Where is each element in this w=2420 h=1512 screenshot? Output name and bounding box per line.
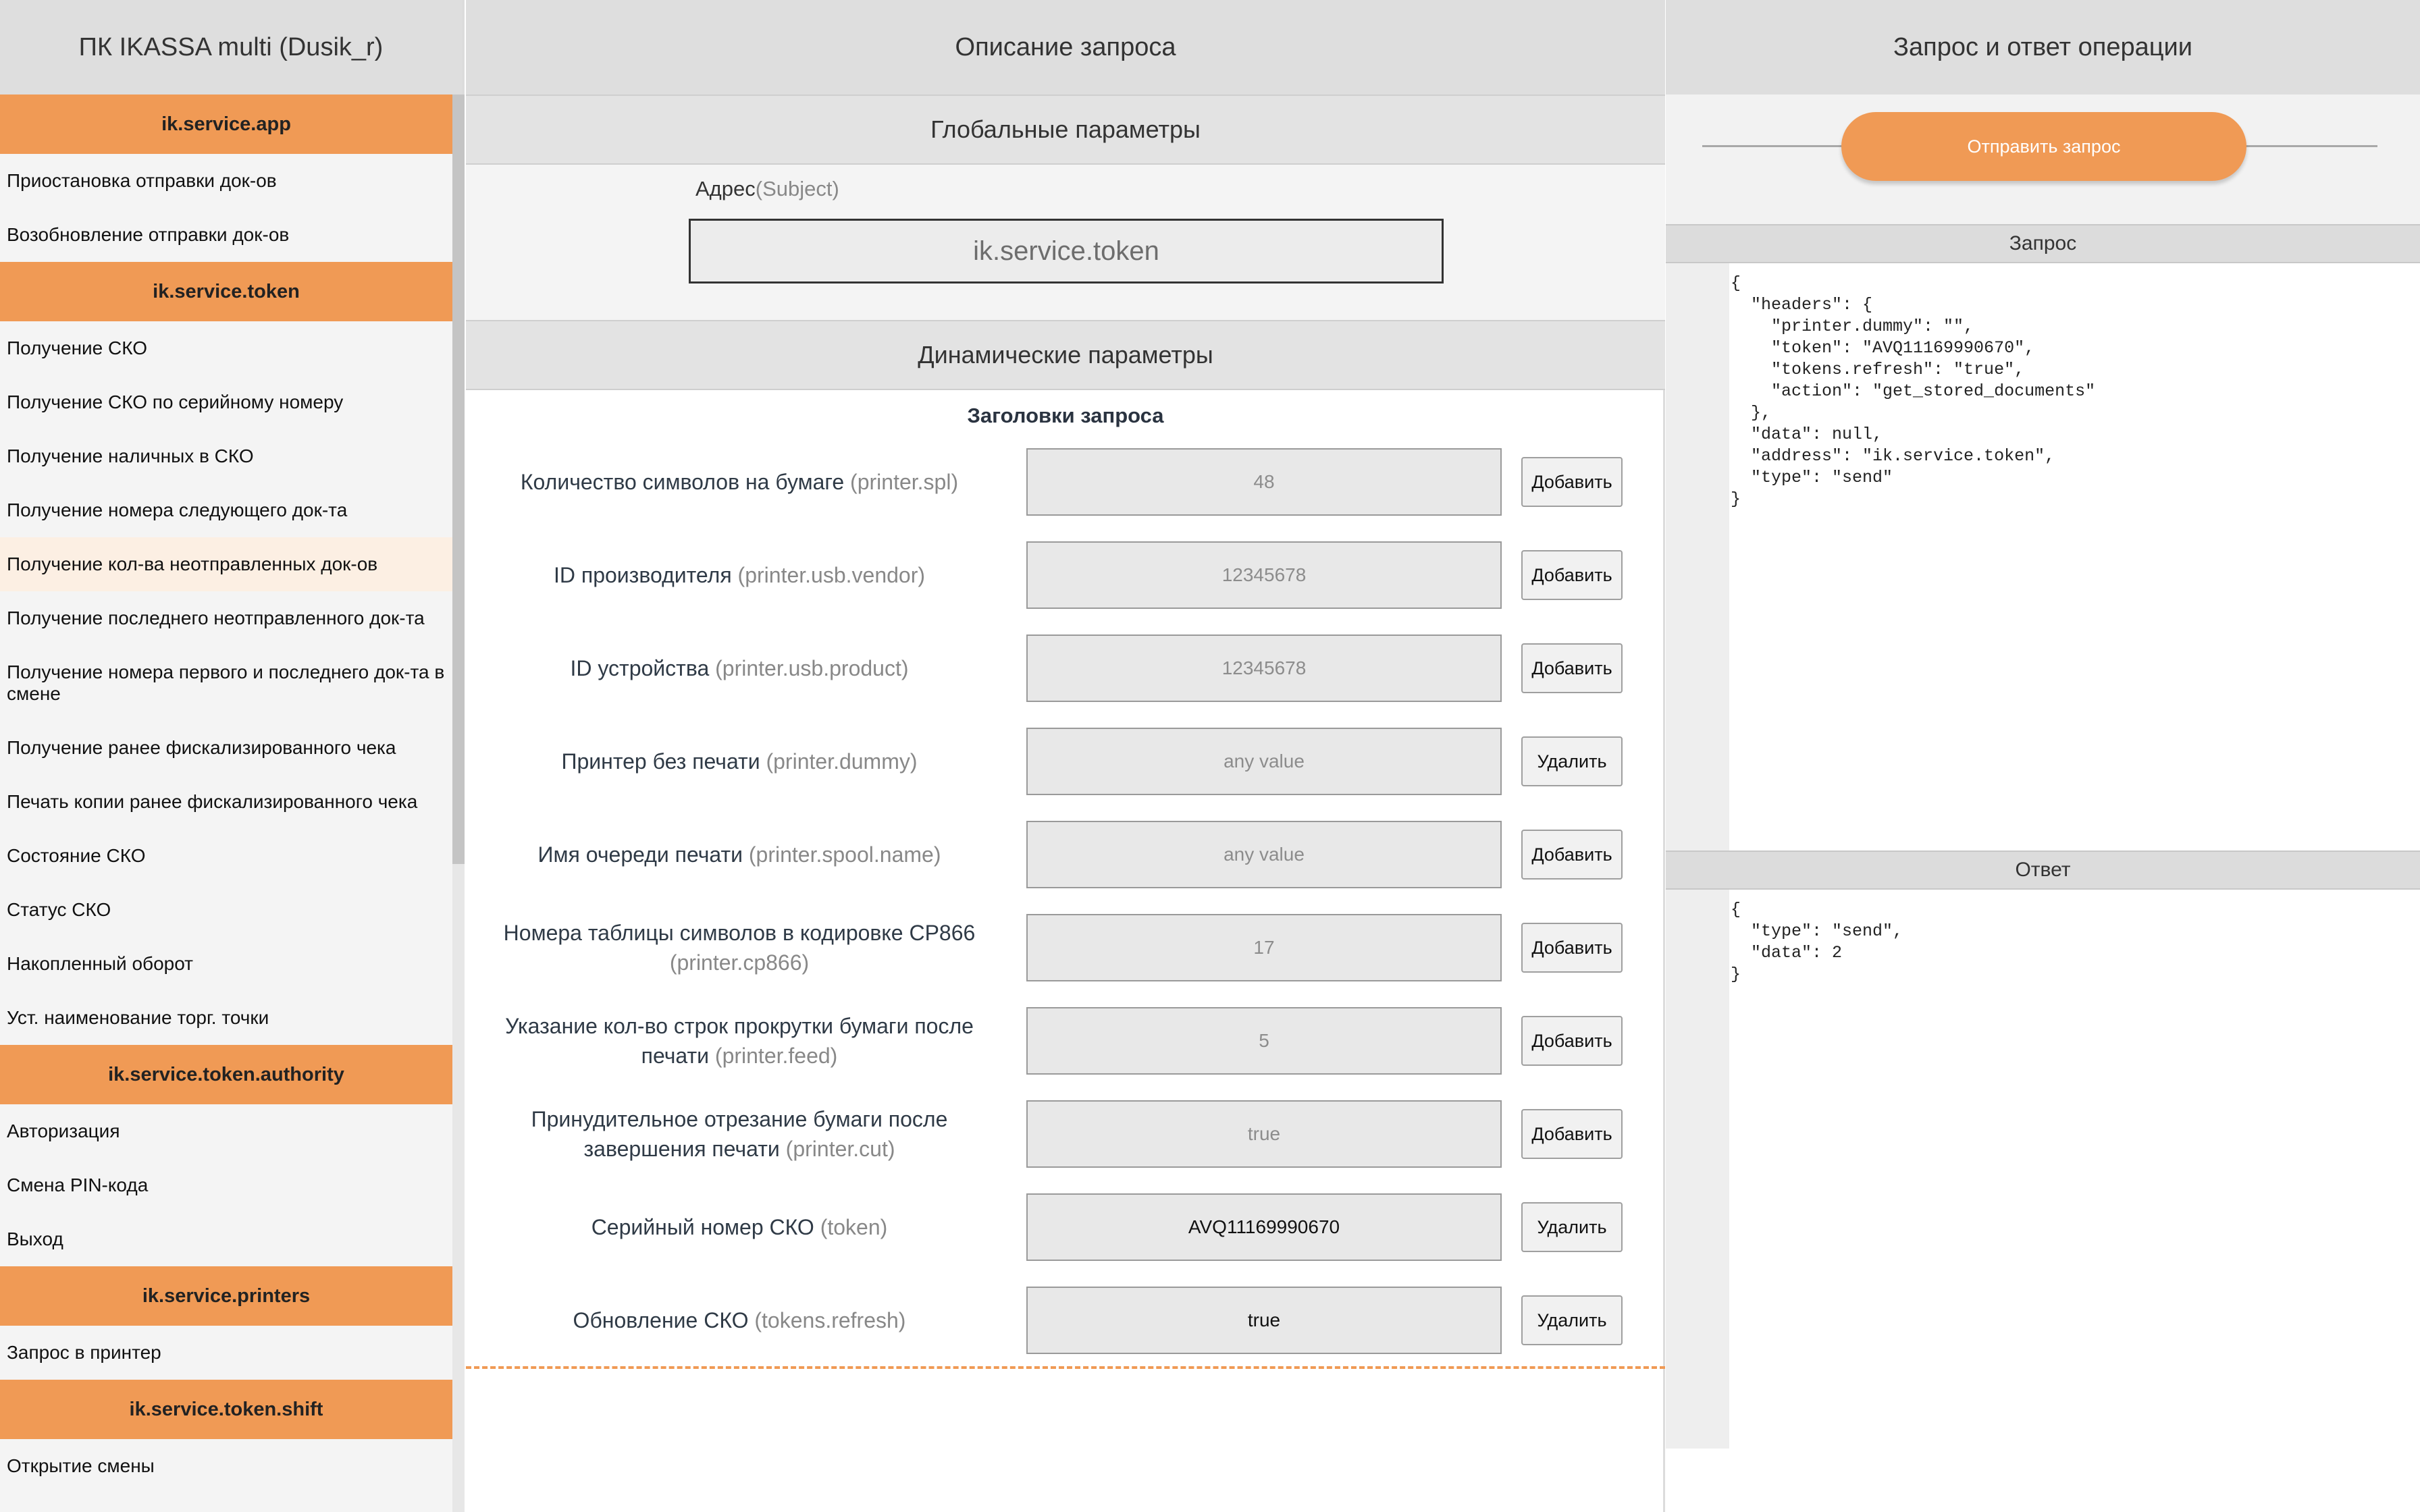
param-row [466,541,1665,609]
param-label-wrap [493,918,986,977]
param-key: (printer.usb.vendor) [737,563,926,587]
global-params-header: Глобальные параметры [466,94,1665,165]
send-request-button[interactable]: Отправить запрос [1841,112,2246,181]
param-label-wrap [591,1212,888,1242]
sidebar-item[interactable]: Получение номера первого и последнего док-та в смене [7,662,445,704]
sidebar-item[interactable]: Получение СКО по серийному номеру [7,392,344,412]
param-label [493,1100,986,1168]
sidebar-list [0,94,452,1493]
add-param-button[interactable]: Добавить [1521,1016,1623,1066]
add-param-button[interactable]: Добавить [1521,923,1623,973]
sidebar-item[interactable]: Получение кол-ва неотправленных док-ов [0,537,452,591]
param-row [466,1287,1665,1354]
param-key: (printer.spool.name) [748,842,941,867]
add-param-button[interactable]: Добавить [1521,830,1623,880]
param-label-wrap [493,1104,986,1164]
add-param-button[interactable]: Добавить [1521,550,1623,600]
sidebar-item[interactable]: Запрос в принтер [7,1342,161,1363]
response-code-area [1666,890,2420,1449]
param-label-wrap [573,1305,906,1335]
param-row [466,821,1665,888]
sidebar-item[interactable]: Печать копии ранее фискализированного чека [7,791,418,812]
param-row [466,1100,1665,1168]
sidebar-item[interactable]: Получение ранее фискализированного чека [7,737,396,758]
sidebar-group-header: ik.service.app [0,94,452,154]
sidebar-item[interactable]: Возобновление отправки док-ов [7,224,290,245]
param-value-input[interactable]: true [1026,1100,1502,1168]
request-gutter [1666,263,1729,850]
global-params-section [466,165,1665,321]
param-key: (printer.cp866) [669,950,810,975]
param-label [493,448,986,516]
param-key: (printer.dummy) [766,749,918,774]
response-header: Ответ [1666,850,2420,890]
param-label [493,634,986,702]
sidebar-group-header: ik.service.token [0,262,452,321]
sidebar-item[interactable]: Авторизация [7,1120,120,1141]
param-label-wrap [561,747,917,776]
param-value-input[interactable]: 5 [1026,1007,1502,1075]
sidebar-item[interactable]: Получение номера следующего док-та [7,500,348,520]
param-label-text: Принтер без печати [561,749,760,774]
add-param-button[interactable]: Добавить [1521,1109,1623,1159]
param-value-input[interactable]: AVQ11169990670 [1026,1193,1502,1261]
param-key: (token) [820,1215,888,1239]
request-json[interactable]: { "headers": { "printer.dummy": "", "token": "AVQ11169990670", "tokens.refresh": "true", "action": "get_stored_documents" }, "data": null, "address": "ik.service.token", "type": "send" } [1731,273,2096,509]
panel-title-description: Описание запроса [466,0,1665,94]
param-label-text: Указание кол-во строк прокрутки бумаги после печати [505,1014,974,1068]
app-title: ПК IKASSA multi (Dusik_r) [0,0,462,94]
request-headers-title: Заголовки запроса [967,404,1164,427]
param-label-text: ID устройства [570,656,710,680]
param-value-input[interactable]: true [1026,1287,1502,1354]
param-label [493,821,986,888]
param-label-wrap [538,840,941,869]
param-label-wrap [493,1011,986,1071]
address-input[interactable]: ik.service.token [689,219,1444,284]
param-label-wrap [554,560,925,590]
param-value-input[interactable]: 12345678 [1026,541,1502,609]
remove-param-button[interactable]: Удалить [1521,1202,1623,1252]
param-value-input[interactable]: any value [1026,728,1502,795]
param-key: (printer.cut) [785,1137,895,1161]
param-label [493,914,986,981]
param-row [466,1007,1665,1075]
address-label-text: Адрес [695,177,756,200]
param-key: (tokens.refresh) [754,1308,906,1332]
param-row [466,634,1665,702]
sidebar-item[interactable]: Смена PIN-кода [7,1174,149,1195]
request-description-panel [466,0,1665,1512]
sidebar-item[interactable]: Статус СКО [7,899,111,920]
param-row [466,728,1665,795]
sidebar-item[interactable]: Состояние СКО [7,845,146,866]
param-label [493,1193,986,1261]
param-label-wrap [521,467,958,497]
param-value-input[interactable]: 48 [1026,448,1502,516]
param-label-text: Количество символов на бумаге [520,470,845,494]
request-code-area [1666,263,2420,850]
panel-title-request-response: Запрос и ответ операции [1666,0,2420,94]
sidebar-item[interactable]: Накопленный оборот [7,953,194,974]
param-label-text: Принудительное отрезание бумаги после завершения печати [531,1107,948,1161]
param-row [466,1193,1665,1261]
param-row [466,448,1665,516]
param-value-input[interactable]: 17 [1026,914,1502,981]
param-label [493,1007,986,1075]
sidebar-item[interactable]: Открытие смены [7,1455,155,1476]
param-label-text: Серийный номер СКО [591,1215,814,1239]
add-param-button[interactable]: Добавить [1521,457,1623,507]
param-key: (printer.usb.product) [715,656,909,680]
request-response-panel [1666,0,2420,1512]
param-key: (printer.feed) [714,1044,838,1068]
request-header: Запрос [1666,224,2420,263]
dynamic-params-header: Динамические параметры [466,320,1665,390]
response-json[interactable]: { "type": "send", "data": 2 } [1731,900,1903,984]
param-label-wrap [571,653,909,683]
sidebar-item[interactable]: Приостановка отправки док-ов [7,170,277,191]
address-hint: (Subject) [755,177,839,200]
param-label-text: Обновление СКО [573,1308,749,1332]
param-label-text: Номера таблицы символов в кодировке CP866 [503,921,976,945]
param-label [493,1287,986,1354]
sidebar-group-header: ik.service.printers [0,1266,452,1326]
param-key: (printer.spl) [850,470,959,494]
sidebar-item[interactable]: Получение последнего неотправленного док-та [7,608,425,628]
sidebar-item[interactable]: Уст. наименование торг. точки [7,1007,269,1028]
param-label-text: Имя очереди печати [537,842,743,867]
remove-param-button[interactable]: Удалить [1521,1295,1623,1345]
sidebar-item[interactable]: Получение наличных в СКО [7,446,254,466]
address-label [695,177,839,201]
remove-param-button[interactable]: Удалить [1521,736,1623,786]
sidebar-item[interactable]: Выход [7,1228,63,1249]
param-row [466,914,1665,981]
response-gutter [1666,890,1729,1449]
sidebar-group-header: ik.service.token.authority [0,1045,452,1104]
param-label [493,541,986,609]
param-label [493,728,986,795]
param-value-input[interactable]: any value [1026,821,1502,888]
sidebar-scrollbar-thumb[interactable] [452,94,465,864]
dashed-divider [466,1366,1665,1369]
sidebar-item[interactable]: Получение СКО [7,338,148,358]
sidebar-group-header: ik.service.token.shift [0,1380,452,1439]
add-param-button[interactable]: Добавить [1521,643,1623,693]
param-label-text: ID производителя [553,563,732,587]
param-value-input[interactable]: 12345678 [1026,634,1502,702]
sidebar [0,0,465,1512]
